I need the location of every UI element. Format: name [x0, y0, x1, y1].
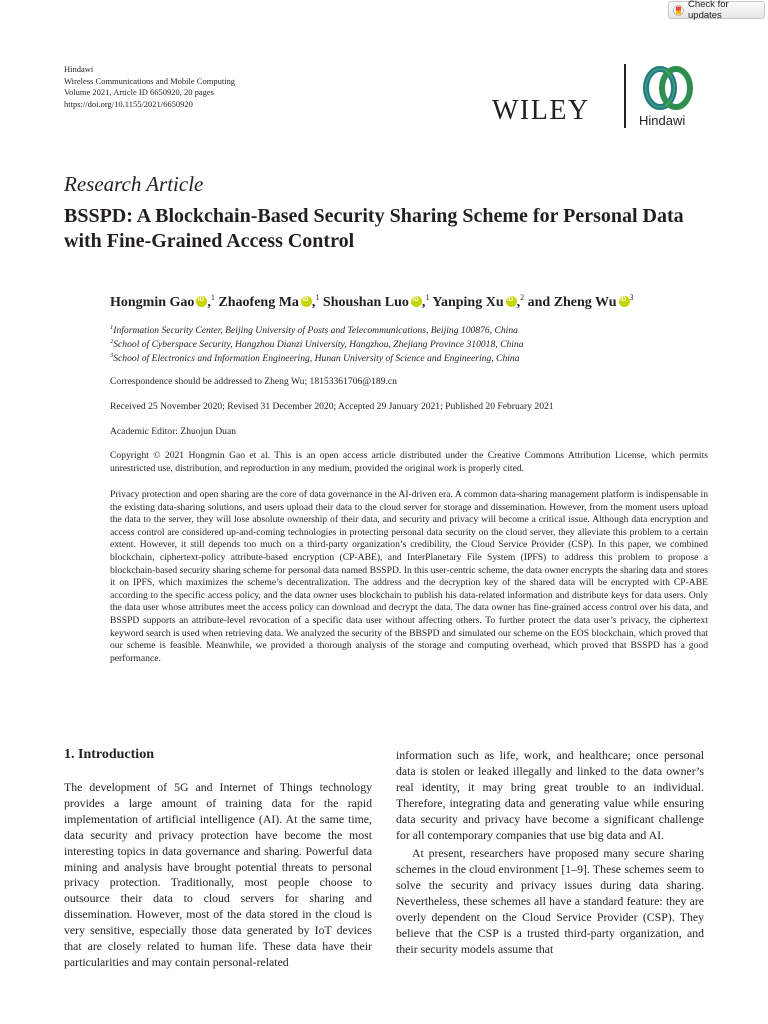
journal-header	[64, 64, 235, 110]
article-title: BSSPD: A Blockchain-Based Security Sharing Scheme for Personal Data with Fine-Grained Access Control	[64, 205, 684, 252]
author-name: Yanping Xu	[432, 295, 504, 310]
wiley-logo: WILEY	[492, 95, 590, 126]
hindawi-logo-text: Hindawi	[639, 113, 686, 128]
paragraph: The development of 5G and Internet of Things technology provides a large amount of training data for the rapid implementation of artificial intelligence (AI). At the same time, data security and privacy protection have become the most interesting topics in data governance and sharing. Powerful data mining and analysis have brought potential threats to personal privacy protection. Traditionally, most people choose to outsource their data to cloud servers for sharing and dissemination. However, most of the data stored in the cloud is very sensitive, especially those data generated by IoT devices that are closely related to human life. These data have their particularities and may contain personal-related	[64, 780, 372, 969]
orcid-icon[interactable]	[619, 296, 630, 307]
abstract: Privacy protection and open sharing are the core of data governance in the AI-driven era. A common data-sharing management platform is indispensable in the existing data-sharing solutions, and users upload their data to the cloud server for storage and dissemination. However, from the moment users upload the data to the server, they will lose absolute ownership of their data, and security and privacy will become a critical issue. Although data encryption and access control are considered up-and-coming technologies in protecting personal data security on the cloud server, they alleviate this problem to a certain extent. However, it still depends too much on a third-party organization’s credibility, the Cloud Service Provider (CSP). In this paper, we combined blockchain, ciphertext-policy attribute-based encryption (CP-ABE), and InterPlanetary File System (IPFS) to address this problem to propose a blockchain-based security sharing scheme for personal data named BSSPD. In this user-centric scheme, the data owner encrypts the sharing data and stores it on IPFS, which maximizes the scheme’s decentralization. The address and the decryption key of the shared data will be encrypted with CP-ABE according to the specific access policy, and the data owner uses blockchain to publish his data-related information and distribute keys for data users. Only the data user whose attributes meet the access policy can download and decrypt the data. The data owner has fine-grained access control over his data, and BSSPD supports an attribute-level revocation of a specific data user without affecting others. To further protect the data user’s privacy, the ciphertext keyword search is used when retrieving data. We analyzed the security of the BBSPD and simulated our scheme on the EOS blockchain, which proved that our scheme is feasible. Meanwhile, we provided a thorough analysis of the storage and computing overhead, which proved that BSSPD has a good performance.	[110, 489, 708, 664]
author-list: Hongmin GaoiD ,$^1$ Zhaofeng MaiD ,$^1$ Shoushan LuoiD ,$^1$ Yanping XuiD ,$^2$ and Zheng WuiD $^3$	[110, 293, 634, 311]
body-column-right	[396, 748, 704, 958]
article-type: Research Article	[64, 172, 204, 196]
doi-link[interactable]: https://doi.org/10.1155/2021/6650920	[64, 98, 193, 109]
author-name: Zhaofeng Ma	[218, 295, 299, 310]
check-for-updates-label: Check for updates	[688, 0, 729, 21]
author-name: Shoushan Luo	[322, 295, 409, 310]
orcid-icon[interactable]	[196, 296, 207, 307]
crossmark-icon	[673, 5, 684, 16]
logo-divider	[624, 64, 626, 128]
orcid-icon[interactable]	[411, 296, 422, 307]
hindawi-logo-icon	[640, 64, 696, 117]
publisher-name: Hindawi	[64, 64, 94, 74]
affiliation: $^2$School of Cyberspace Security, Hangzhou Dianzi University, Hangzhou, Zhejiang Province 310018, China	[110, 338, 524, 351]
author-connector: and	[527, 295, 551, 310]
academic-editor: Academic Editor: Zhuojun Duan	[110, 426, 237, 437]
journal-volume: Volume 2021, Article ID 6650920, 20 pages	[64, 87, 214, 98]
paragraph: At present, researchers have proposed many secure sharing schemes in the cloud environment [1–9]. These schemes seem to solve the security and privacy issues during data sharing. Nevertheless, these schemes all have a standard feature: they are overly dependent on the Cloud Service Provider (CSP). They believe that the CSP is a trusted third-party organization, and their security models assume that	[396, 846, 704, 956]
orcid-icon[interactable]	[506, 296, 517, 307]
orcid-icon[interactable]	[301, 296, 312, 307]
paragraph: information such as life, work, and healthcare; once personal data is stolen or leaked illegally and linked to the data owner’s real identity, it may bring great trouble to an individual. Therefore, integrating data and generating value while ensuring data security and privacy have become a significant challenge for all contemporary companies that use big data and AI.	[396, 748, 704, 842]
author-name: Hongmin Gao	[110, 295, 195, 310]
correspondence: Correspondence should be addressed to Zheng Wu; 18153361706@189.cn	[110, 376, 397, 387]
affiliation: $^3$School of Electronics and Information Engineering, Hunan University of Science and Engineering, China	[110, 352, 520, 365]
publication-dates: Received 25 November 2020; Revised 31 December 2020; Accepted 29 January 2021; Published 20 February 2021	[110, 401, 554, 412]
affiliation: $^1$Information Security Center, Beijing University of Posts and Telecommunications, Beijing 100876, China	[110, 324, 518, 337]
section-heading: 1. Introduction	[64, 747, 154, 762]
body-column-left	[64, 780, 372, 971]
check-for-updates-button[interactable]	[668, 1, 765, 19]
journal-name: Wireless Communications and Mobile Computing	[64, 75, 236, 86]
copyright-notice: Copyright © 2021 Hongmin Gao et al. This is an open access article distributed under the Creative Commons Attribution License, which permits unrestricted use, distribution, and reproduction in any medium, provided the original work is properly cited.	[110, 450, 708, 474]
author-name: Zheng Wu	[553, 295, 617, 310]
